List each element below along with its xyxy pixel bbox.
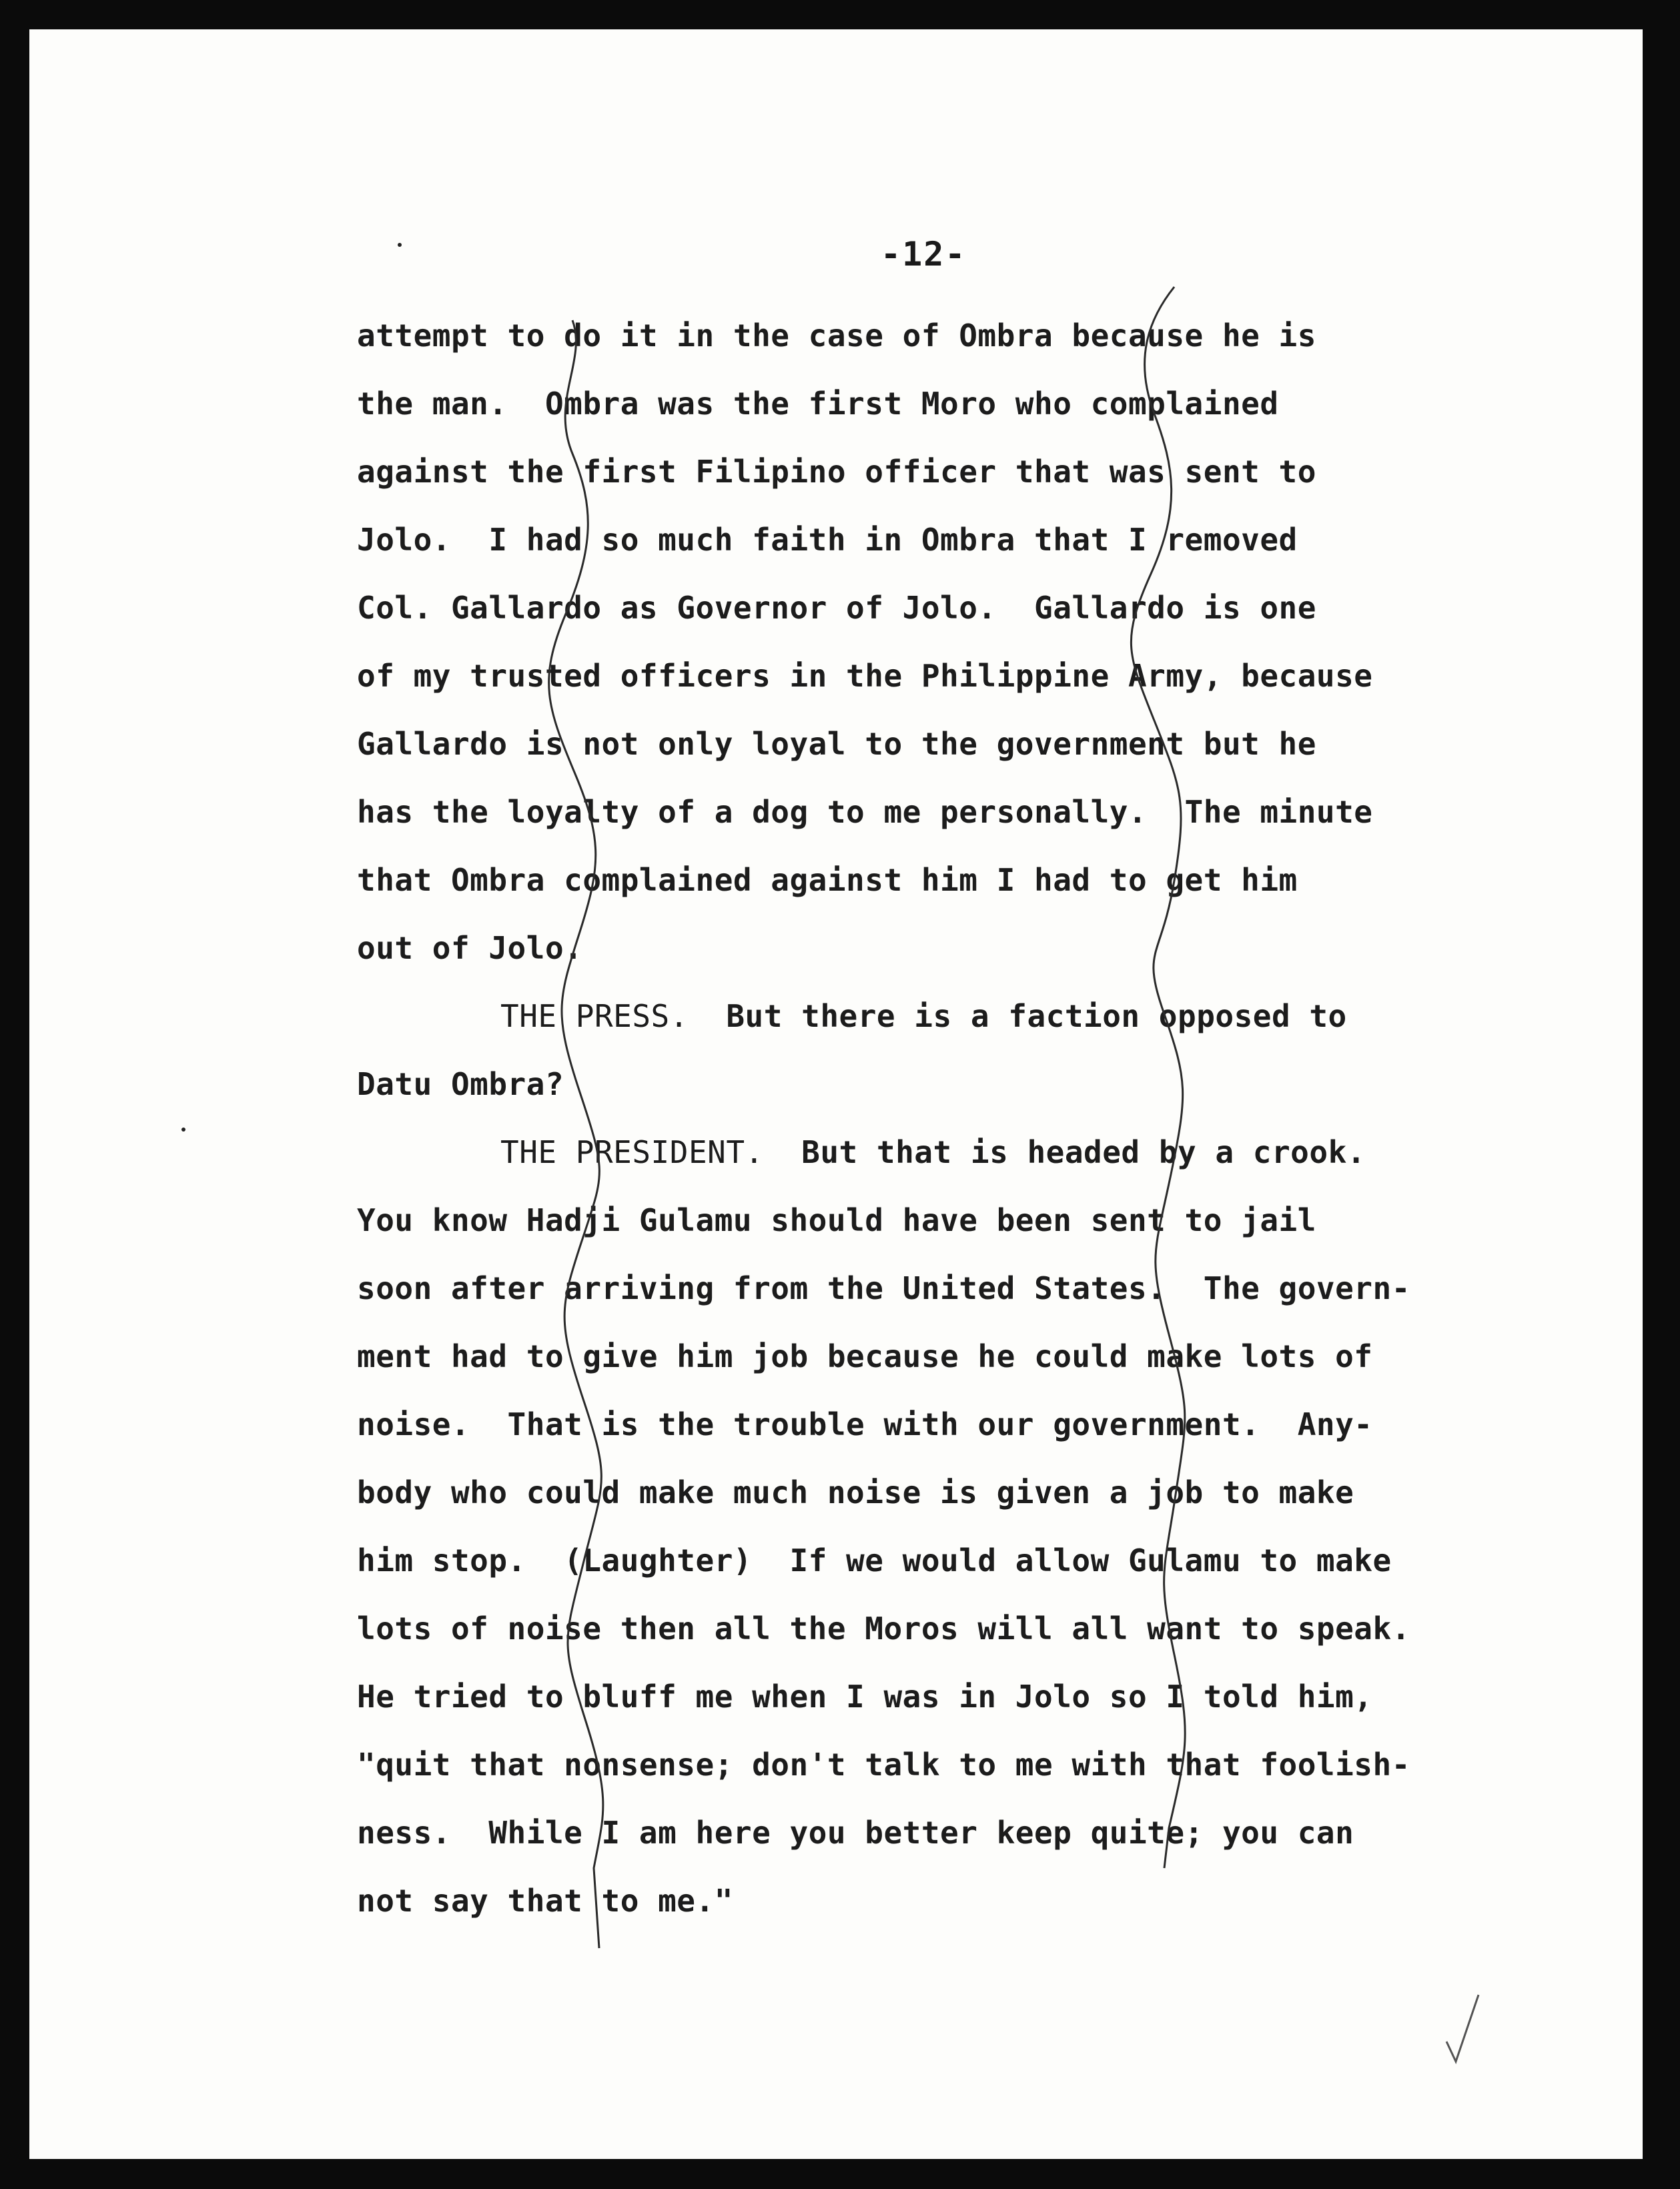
speaker-label: THE PRESIDENT. — [500, 1134, 764, 1170]
text-line: ment had to give him job because he could make lots of — [357, 1338, 1373, 1374]
text-line: has the loyalty of a dog to me personally. The minute — [357, 794, 1373, 830]
ink-speck — [398, 243, 402, 247]
text-line: noise. That is the trouble with our government. Any- — [357, 1406, 1373, 1442]
text-line: not say that to me." — [357, 1883, 733, 1919]
text-line — [500, 998, 1347, 1034]
text-line: of my trusted officers in the Philippine Army, because — [357, 658, 1373, 694]
page-number: -12- — [881, 235, 967, 274]
text-line: body who could make much noise is given a job to make — [357, 1474, 1354, 1510]
speech-text: But that is headed by a crook. — [763, 1134, 1366, 1170]
text-line: Datu Ombra? — [357, 1066, 564, 1102]
text-line: against the first Filipino officer that was sent to — [357, 454, 1316, 490]
text-line: He tried to bluff me when I was in Jolo so I told him, — [357, 1679, 1373, 1715]
text-line: "quit that nonsense; don't talk to me with that foolish- — [357, 1747, 1410, 1783]
speech-text: But there is a faction opposed to — [688, 998, 1347, 1034]
text-line: Jolo. I had so much faith in Ombra that I removed — [357, 522, 1298, 558]
text-line: Col. Gallardo as Governor of Jolo. Gallardo is one — [357, 590, 1316, 626]
text-line: Gallardo is not only loyal to the government but he — [357, 726, 1316, 762]
text-line: You know Hadji Gulamu should have been sent to jail — [357, 1202, 1316, 1238]
text-line: the man. Ombra was the first Moro who complained — [357, 386, 1279, 422]
text-line: him stop. (Laughter) If we would allow Gulamu to make — [357, 1543, 1392, 1579]
speaker-label: THE PRESS. — [500, 998, 689, 1034]
text-line: soon after arriving from the United States. The govern- — [357, 1270, 1410, 1306]
text-line: lots of noise then all the Moros will all want to speak. — [357, 1611, 1410, 1647]
text-line: that Ombra complained against him I had to get him — [357, 862, 1298, 898]
text-line — [500, 1134, 1366, 1170]
ink-speck — [181, 1128, 185, 1132]
text-line: attempt to do it in the case of Ombra because he is — [357, 318, 1316, 354]
text-line: ness. While I am here you better keep quite; you can — [357, 1815, 1354, 1851]
text-line: out of Jolo. — [357, 930, 583, 966]
